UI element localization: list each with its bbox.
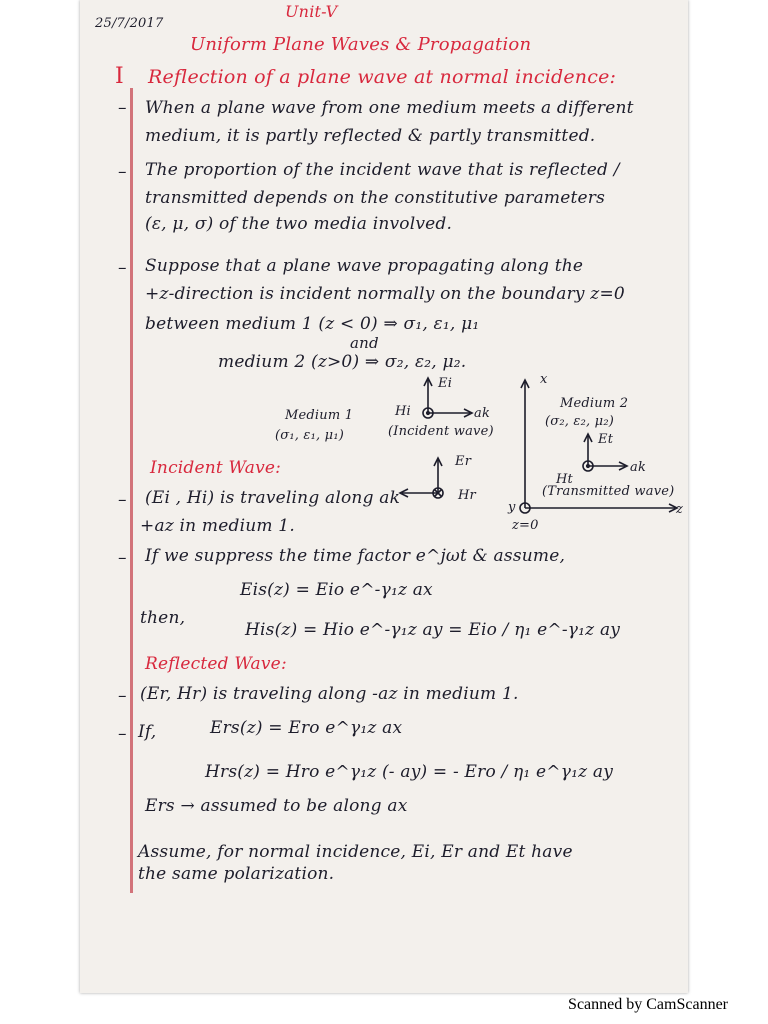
bullet-dash: – <box>118 98 127 118</box>
text-line: The proportion of the incident wave that is reflected / <box>145 160 620 180</box>
margin-line <box>130 88 133 893</box>
incident-wave-label: (Incident wave) <box>388 424 494 439</box>
medium2-params: (σ₂, ε₂, μ₂) <box>545 414 615 429</box>
ei-label: Ei <box>438 376 453 391</box>
reflected-wave-heading: Reflected Wave: <box>145 654 287 674</box>
hi-label: Hi <box>395 404 411 419</box>
text-line: then, <box>140 608 186 628</box>
text-line: medium 2 (z>0) ⇒ σ₂, ε₂, μ₂. <box>218 352 467 372</box>
bullet-dash: – <box>118 162 127 182</box>
text-line: (ε, μ, σ) of the two media involved. <box>145 214 453 234</box>
incident-wave-heading: Incident Wave: <box>150 458 282 478</box>
text-line: transmitted depends on the constitutive parameters <box>145 188 606 208</box>
text-line: the same polarization. <box>138 864 335 884</box>
text-line: and <box>350 334 379 352</box>
z-axis-label: z <box>676 502 684 517</box>
text-line: +az in medium 1. <box>140 516 295 536</box>
ak-t-label: ak <box>630 460 647 475</box>
y-axis-label: y <box>508 500 516 515</box>
transmitted-wave-label: (Transmitted wave) <box>542 484 675 499</box>
scanner-footer: Scanned by CamScanner <box>568 996 728 1013</box>
text-line: When a plane wave from one medium meets a different <box>145 98 634 118</box>
text-line: If, <box>138 722 157 742</box>
er-label: Er <box>455 454 472 469</box>
bullet-dash: – <box>118 258 127 278</box>
text-line: Assume, for normal incidence, Ei, Er and Et have <box>138 842 573 862</box>
x-axis-label: x <box>540 372 548 387</box>
page-title: Uniform Plane Waves & Propagation <box>190 34 532 55</box>
ht-label: Ht <box>556 472 573 487</box>
z0-label: z=0 <box>512 518 539 533</box>
medium2-label: Medium 2 <box>560 396 629 411</box>
hr-label: Hr <box>458 488 476 503</box>
text-line: Ers → assumed to be along ax <box>145 796 408 816</box>
unit-label: Unit-V <box>285 2 338 21</box>
equation: Hrs(z) = Hro e^γ₁z (- ay) = - Ero / η₁ e^γ₁z ay <box>205 762 614 782</box>
medium1-params: (σ₁, ε₁, μ₁) <box>275 428 345 443</box>
ak-label: ak <box>474 406 491 421</box>
text-line: Suppose that a plane wave propagating along the <box>145 256 584 276</box>
text-line: +z-direction is incident normally on the boundary z=0 <box>145 284 625 304</box>
equation: Ers(z) = Ero e^γ₁z ax <box>210 718 403 738</box>
equation: His(z) = Hio e^-γ₁z ay = Eio / η₁ e^-γ₁z ay <box>245 620 621 640</box>
bullet-dash: – <box>118 686 127 706</box>
section-heading: Reflection of a plane wave at normal incidence: <box>148 66 617 88</box>
text-line: medium, it is partly reflected & partly transmitted. <box>145 126 596 146</box>
text-line: (Ei , Hi) is traveling along ak <box>145 488 401 508</box>
bullet-dash: – <box>118 724 127 744</box>
text-line: between medium 1 (z < 0) ⇒ σ₁, ε₁, μ₁ <box>145 314 480 334</box>
text-line: (Er, Hr) is traveling along -az in medium 1. <box>140 684 519 704</box>
bullet-dash: – <box>118 548 127 568</box>
et-label: Et <box>598 432 614 447</box>
bullet-dash: – <box>118 490 127 510</box>
equation: Eis(z) = Eio e^-γ₁z ax <box>240 580 433 600</box>
date: 25/7/2017 <box>95 16 164 31</box>
section-number: I <box>115 64 124 89</box>
text-line: If we suppress the time factor e^jωt & assume, <box>145 546 566 566</box>
medium1-label: Medium 1 <box>285 408 354 423</box>
